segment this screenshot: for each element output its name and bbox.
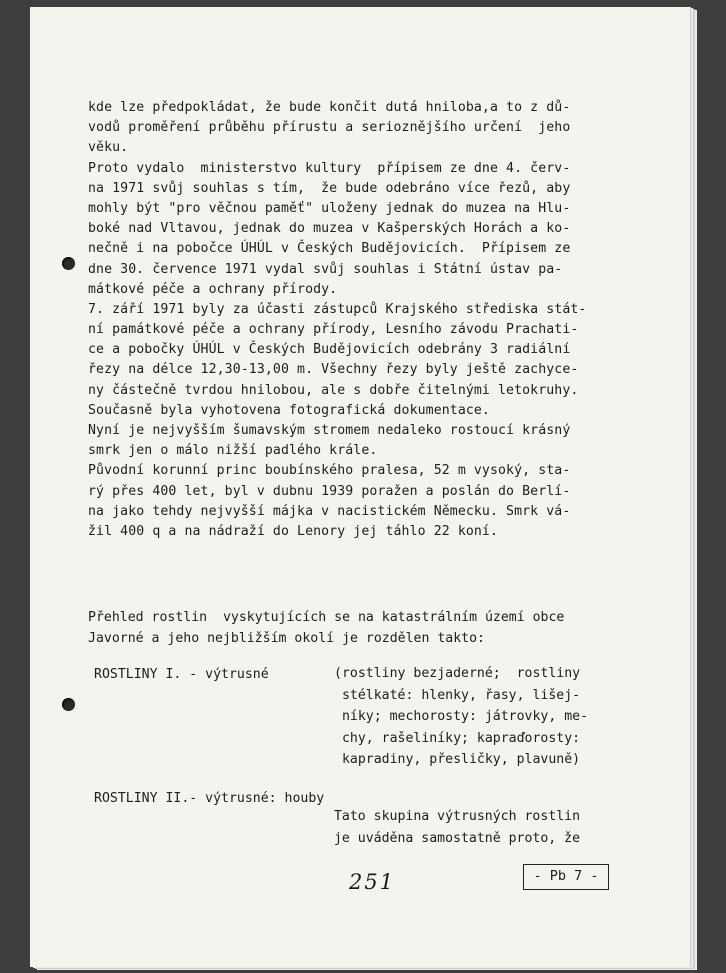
text-line: věku. [88, 140, 129, 156]
category-1-label: ROSTLINY I. - výtrusné [94, 667, 269, 682]
category-1-description [334, 663, 588, 771]
text-line: na 1971 svůj souhlas s tím, že bude odebráno více řezů, aby [88, 180, 571, 196]
page-reference-box: - Pb 7 - [523, 864, 609, 890]
back-page-edge-2 [690, 18, 697, 966]
text-line: žil 400 q a na nádraží do Lenory jej táhlo 22 koní. [88, 523, 499, 539]
text-line: je uváděna samostatně proto, že [326, 830, 581, 846]
category-2-label: ROSTLINY II.- výtrusné: houby [94, 791, 325, 806]
punch-hole-top [62, 257, 75, 270]
text-line: ní památkové péče a ochrany přírody, Lesního závodu Prachati- [88, 322, 579, 338]
text-line: rý přes 400 let, byl v dubnu 1939 poražen a poslán do Berlí- [88, 483, 571, 499]
text-line: níky; mechorosty: játrovky, me- [334, 709, 589, 725]
text-line: kde lze předpokládat, že bude končit dutá hniloba,a to z dů- [88, 100, 571, 115]
category-2-description [326, 806, 580, 849]
text-line: stélkaté: hlenky, řasy, lišej- [334, 687, 581, 703]
text-line: chy, rašeliníky; kapraďorosty: [334, 730, 581, 746]
text-line: Tato skupina výtrusných rostlin [326, 809, 581, 824]
text-line: boké nad Vltavou, jednak do muzea v Kašperských Horách a ko- [88, 221, 571, 237]
text-line: řezy na délce 12,30-13,00 m. Všechny řezy byly ještě zachyce- [88, 362, 579, 378]
text-line: mohly být "pro věčnou paměť" uloženy jednak do muzea na Hlu- [88, 200, 571, 216]
body-paragraph [88, 98, 608, 542]
text-line: Přehled rostlin vyskytujících se na katastrálním území obce [88, 610, 565, 625]
text-line: kapradiny, přesličky, plavuně) [334, 752, 581, 768]
punch-hole-bottom [62, 698, 75, 711]
text-line: Nyní je nejvyšším šumavským stromem nedaleko rostoucí krásný [88, 423, 571, 438]
text-line: ce a pobočky ÚHÚL v Českých Budějovicích odebrány 3 radiální [88, 342, 571, 358]
plant-overview-intro [88, 607, 608, 649]
text-line: dne 30. července 1971 vydal svůj souhlas i Státní ústav pa- [88, 261, 563, 277]
text-line: ny částečně tvrdou hnilobou, ale s dobře čitelnými letokruhy. [88, 382, 579, 398]
text-line: Současně byla vyhotovena fotografická dokumentace. [88, 402, 490, 418]
text-line: mátkové péče a ochrany přírody. [88, 281, 338, 297]
text-line: nečně i na pobočce ÚHÚL v Českých Budějovicích. Přípisem ze [88, 241, 571, 257]
text-line: Javorné a jeho nejbližším okolí je rozdělen takto: [88, 631, 485, 646]
handwritten-page-number: 251 [349, 870, 396, 894]
text-line: vodů proměření průběhu přírustu a serioznějšího určení jeho [88, 120, 571, 136]
text-line: smrk jen o málo nižší padlého krále. [88, 443, 378, 459]
text-line: na jako tehdy nejvyšší májka v nacistickém Německu. Smrk vá- [88, 503, 571, 519]
text-line: (rostliny bezjaderné; rostliny [334, 666, 581, 681]
text-line: 7. září 1971 byly za účasti zástupců Krajského střediska stát- [88, 301, 587, 317]
text-line: Proto vydalo ministerstvo kultury přípisem ze dne 4. červ- [88, 160, 571, 176]
text-line: Původní korunní princ boubínského pralesa, 52 m vysoký, sta- [88, 463, 571, 479]
